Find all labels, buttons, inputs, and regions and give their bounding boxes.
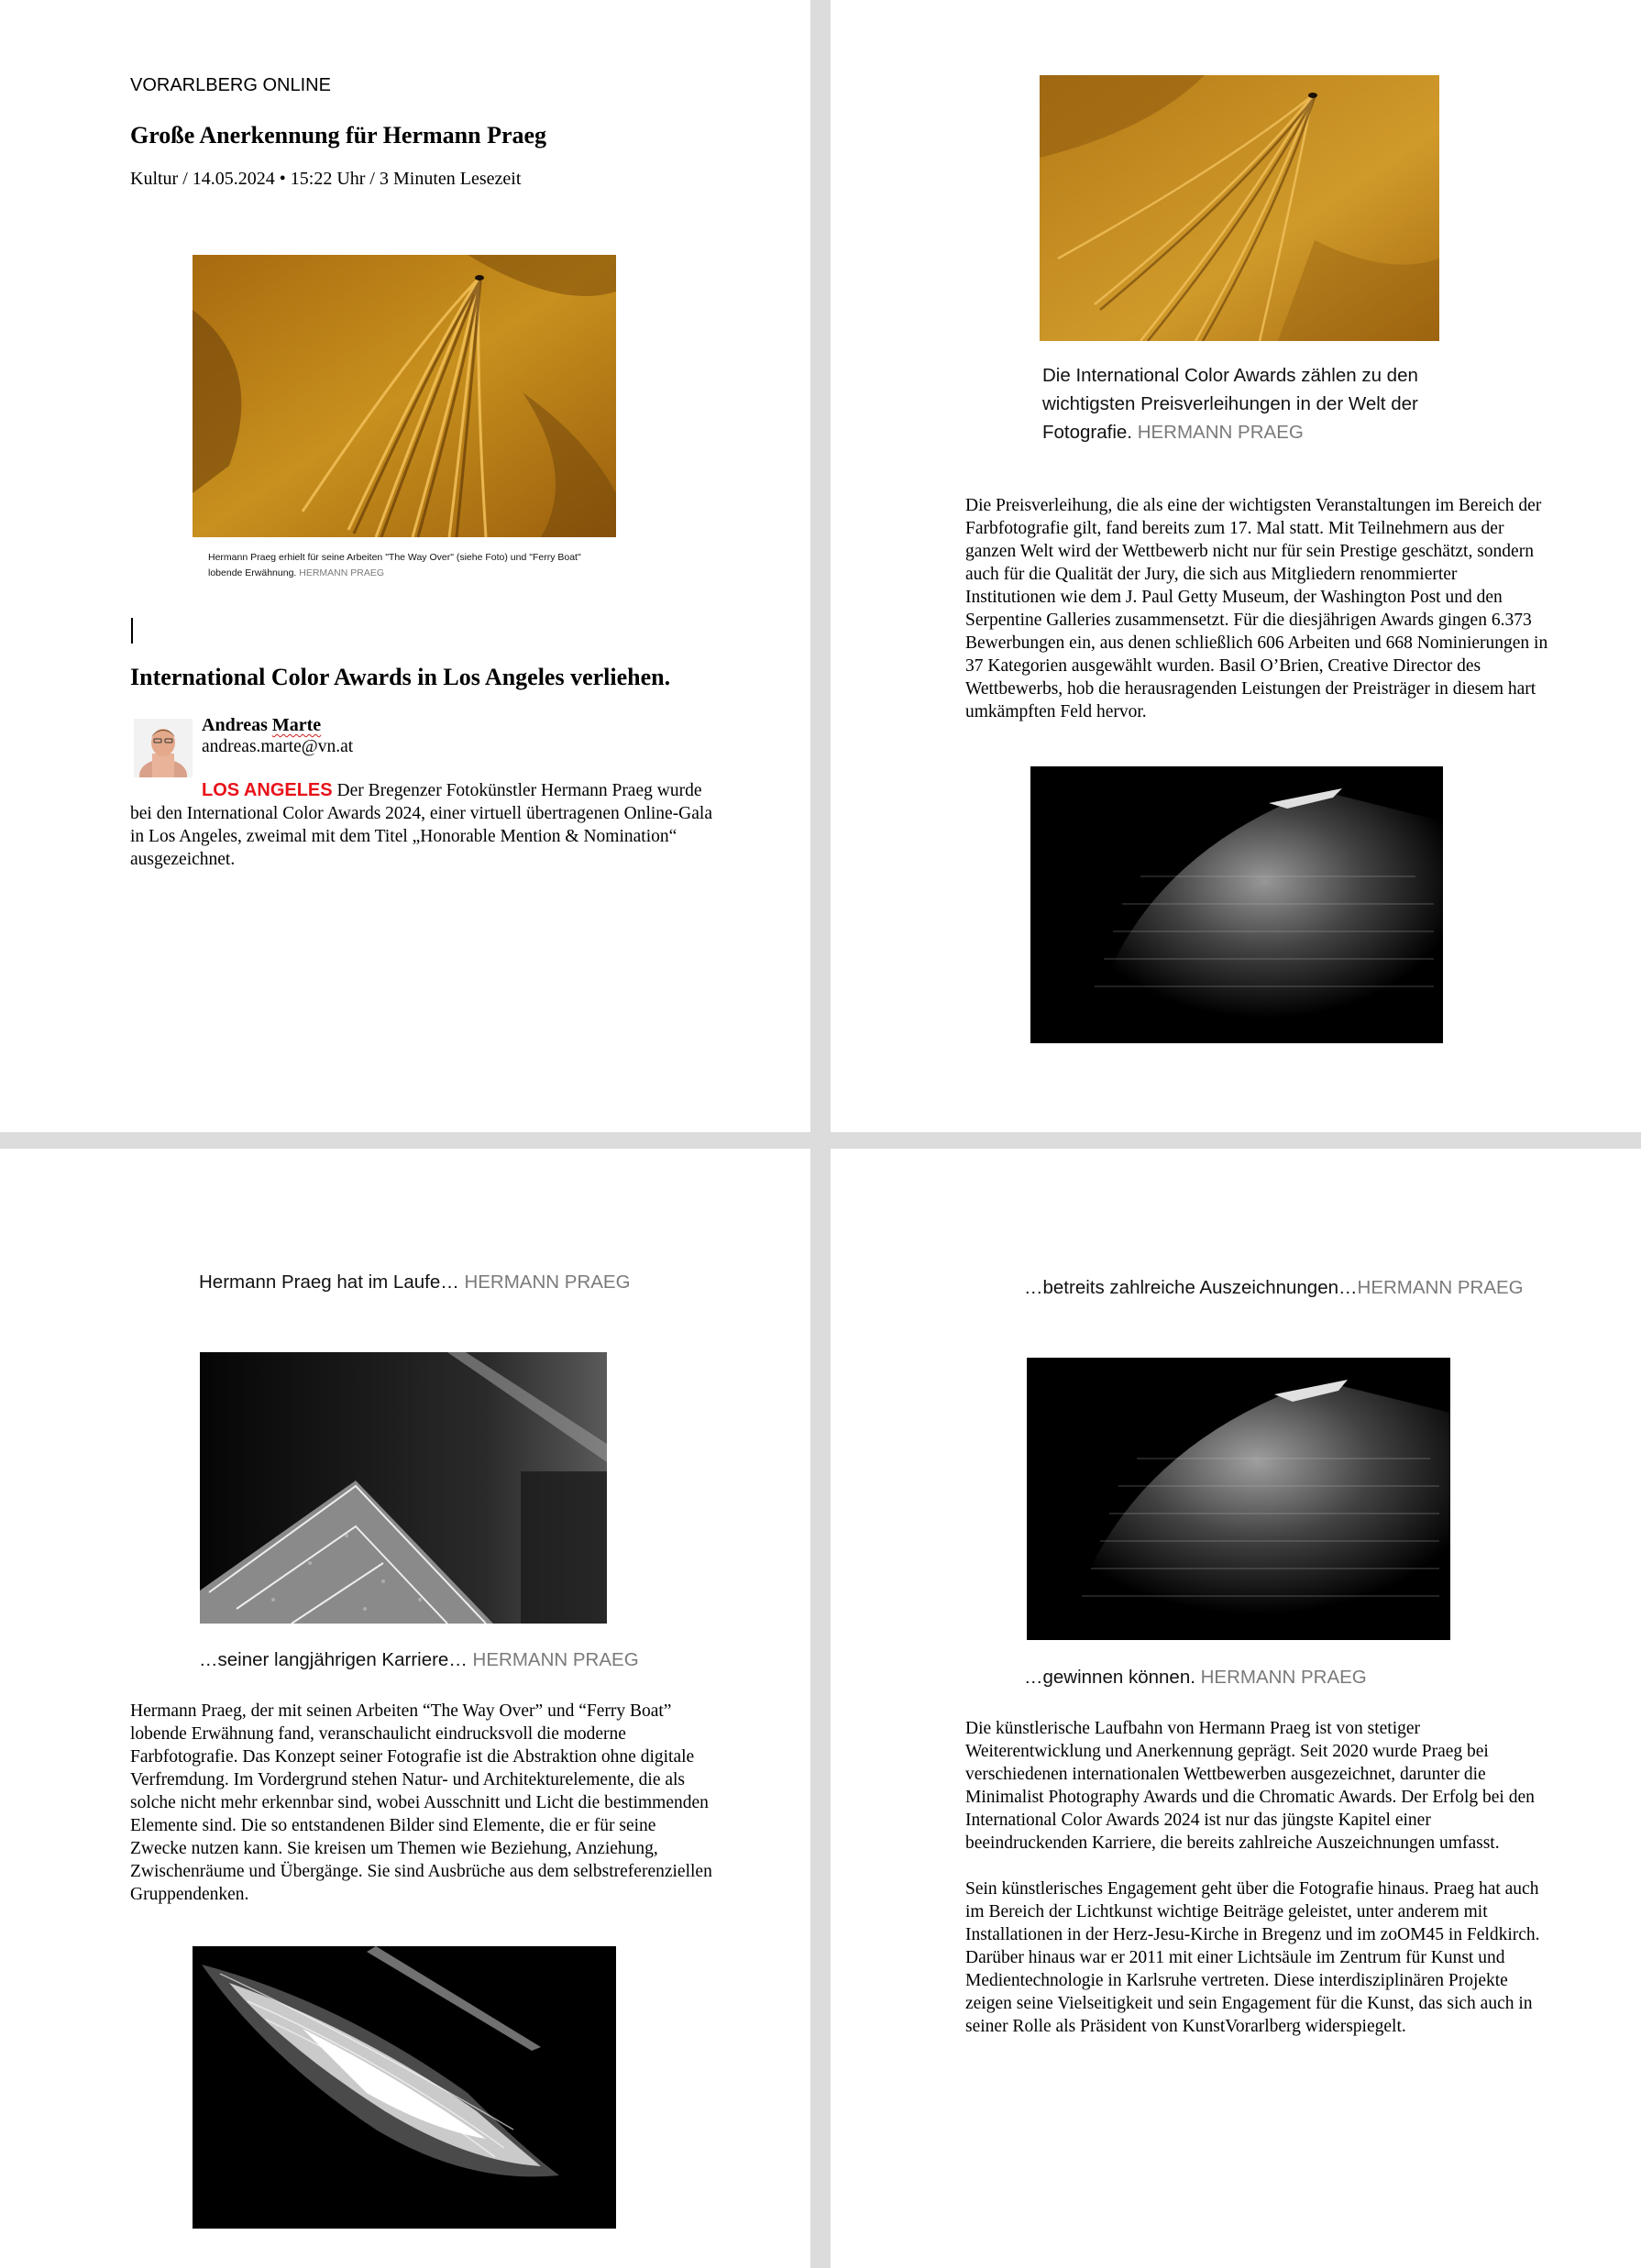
photo-caption-block-2	[1024, 1663, 1367, 1691]
dateline: LOS ANGELES	[202, 780, 333, 800]
photo-sand-dune-closeup	[1040, 75, 1439, 341]
photo-caption-block-2	[199, 1646, 639, 1674]
text-cursor	[131, 618, 133, 644]
author-avatar	[134, 719, 193, 777]
article-paragraph-1: Die künstlerische Laufbahn von Hermann Praeg ist von stetiger Weiterentwicklung und Anerkennung geprägt. Seit 2020 wurde Praeg bei verschiedenen internationalen Wettbewerben ausgezeichnet, darunter die Minimalist Photography Awards und die Chromatic Awards. Der Erfolg bei den International Color Awards 2024 ist nur das jüngste Kapitel einer beeindruckenden Karriere, die bereits zahlreiche Auszeichnungen umfasst.	[965, 1719, 1535, 1853]
author-last-name: Marte	[271, 715, 322, 735]
document-page-3	[0, 1149, 810, 2268]
photo-caption-block	[199, 1268, 631, 1296]
author-email: andreas.marte@vn.at	[202, 737, 354, 756]
document-page-4	[831, 1149, 1641, 2268]
photo-caption: …seiner langjährigen Karriere…	[199, 1649, 468, 1670]
intro-text: Der Bregenzer Fotokünstler Hermann Praeg wurde bei den International Color Awards 2024, einer virtuell übertragenen Online-Gala in Los Angeles, zweimal mit dem Titel „Honorable Mention & Nomination“ ausgezeichnet.	[130, 781, 712, 869]
photo-moonlit-lake	[1030, 766, 1443, 1043]
author-name	[202, 715, 321, 736]
photo-caption: …betreits zahlreiche Auszeichnungen…	[1024, 1277, 1358, 1298]
photo-credit: HERMANN PRAEG	[299, 567, 385, 578]
photo-credit: HERMANN PRAEG	[1200, 1667, 1367, 1688]
photo-credit: HERMANN PRAEG	[1357, 1277, 1524, 1298]
document-page-2	[831, 0, 1641, 1132]
photo-caption: …gewinnen können.	[1024, 1667, 1195, 1688]
photo-credit: HERMANN PRAEG	[1137, 422, 1304, 443]
author-first-name: Andreas	[202, 715, 268, 735]
photo-credit: HERMANN PRAEG	[472, 1649, 639, 1670]
photo-credit: HERMANN PRAEG	[464, 1272, 631, 1293]
publisher-name: VORARLBERG ONLINE	[130, 75, 331, 95]
article-subheadline: International Color Awards in Los Angeles verliehen.	[130, 664, 671, 690]
photo-caption: Hermann Praeg hat im Laufe…	[199, 1272, 459, 1293]
article-meta: Kultur / 14.05.2024 • 15:22 Uhr / 3 Minuten Lesezeit	[130, 169, 522, 189]
article-paragraph-2: Sein künstlerisches Engagement geht über die Fotografie hinaus. Praeg hat auch im Bereich der Lichtkunst wichtige Beiträge geleistet, unter anderem mit Installationen in der Herz-Jesu-Kirche in Bregenz und im zoOM45 in Feldkirch. Darüber hinaus war er 2011 mit einer Lichtsäule im Zentrum für Kunst und Medientechnologie in Karlsruhe vertreten. Diese interdisziplinären Projekte zeigen seine Vielseitigkeit und sein Engagement für die Kunst, das sich auch in seiner Rolle als Präsident von KunstVorarlberg widerspiegelt.	[965, 1879, 1540, 2036]
article-paragraph: Hermann Praeg, der mit seinen Arbeiten “The Way Over” und “Ferry Boat” lobende Erwähnung fand, veranschaulicht eindrucksvoll die moderne Farbfotografie. Das Konzept seiner Fotografie ist die Abstraktion ohne digitale Verfremdung. Im Vordergrund stehen Natur- und Architekturelemente, die als solche nicht mehr erkennbar sind, wobei Ausschnitt und Licht die bestimmenden Elemente sind. Die so entstandenen Bilder sind Elemente, die er für seine Zwecke nutzen kann. Sie kreisen um Themen wie Beziehung, Anziehung, Zwischenräume und Übergänge. Sie sind Ausbrüche aus dem selbstreferenziellen Gruppendenken.	[130, 1701, 712, 1904]
photo-architecture-abstract	[200, 1352, 607, 1624]
article-paragraph: Die Preisverleihung, die als eine der wichtigsten Veranstaltungen im Bereich der Farbfotografie gilt, fand bereits zum 17. Mal statt. Mit Teilnehmern aus der ganzen Welt wird der Wettbewerb nicht nur für sein Prestige geschätzt, sondern auch für die Qualität der Jury, die sich aus Mitgliedern renommierter Institutionen wie dem J. Paul Getty Museum, der Washington Post und den Serpentine Galleries zusammensetzt. Für die diesjährigen Awards gingen 6.373 Bewerbungen ein, aus denen schließlich 606 Arbeiten und 668 Nominierungen in 37 Kategorien ausgewählt wurden. Basil O’Brien, Creative Director des Wettbewerbs, hob die herausragenden Leistungen der Preisträger in diesem hart umkämpften Feld hervor.	[965, 496, 1548, 721]
article-intro	[130, 779, 717, 871]
photo-moonlit-lake	[1027, 1358, 1450, 1640]
photo-caption: Die International Color Awards zählen zu den wichtigsten Preisverleihungen in der Welt der Fotografie.	[1042, 365, 1418, 443]
photo-caption-block	[208, 550, 602, 581]
article-headline: Große Anerkennung für Hermann Praeg	[130, 122, 547, 149]
photo-caption-block	[1042, 361, 1427, 446]
document-page-1	[0, 0, 810, 1132]
photo-sand-dune-the-way-over	[193, 255, 616, 537]
photo-light-streaks-abstract	[193, 1946, 616, 2229]
photo-caption-block	[1024, 1273, 1524, 1302]
photo-caption: Hermann Praeg erhielt für seine Arbeiten "The Way Over" (siehe Foto) und "Ferry Boat" lobende Erwähnung.	[208, 552, 581, 578]
